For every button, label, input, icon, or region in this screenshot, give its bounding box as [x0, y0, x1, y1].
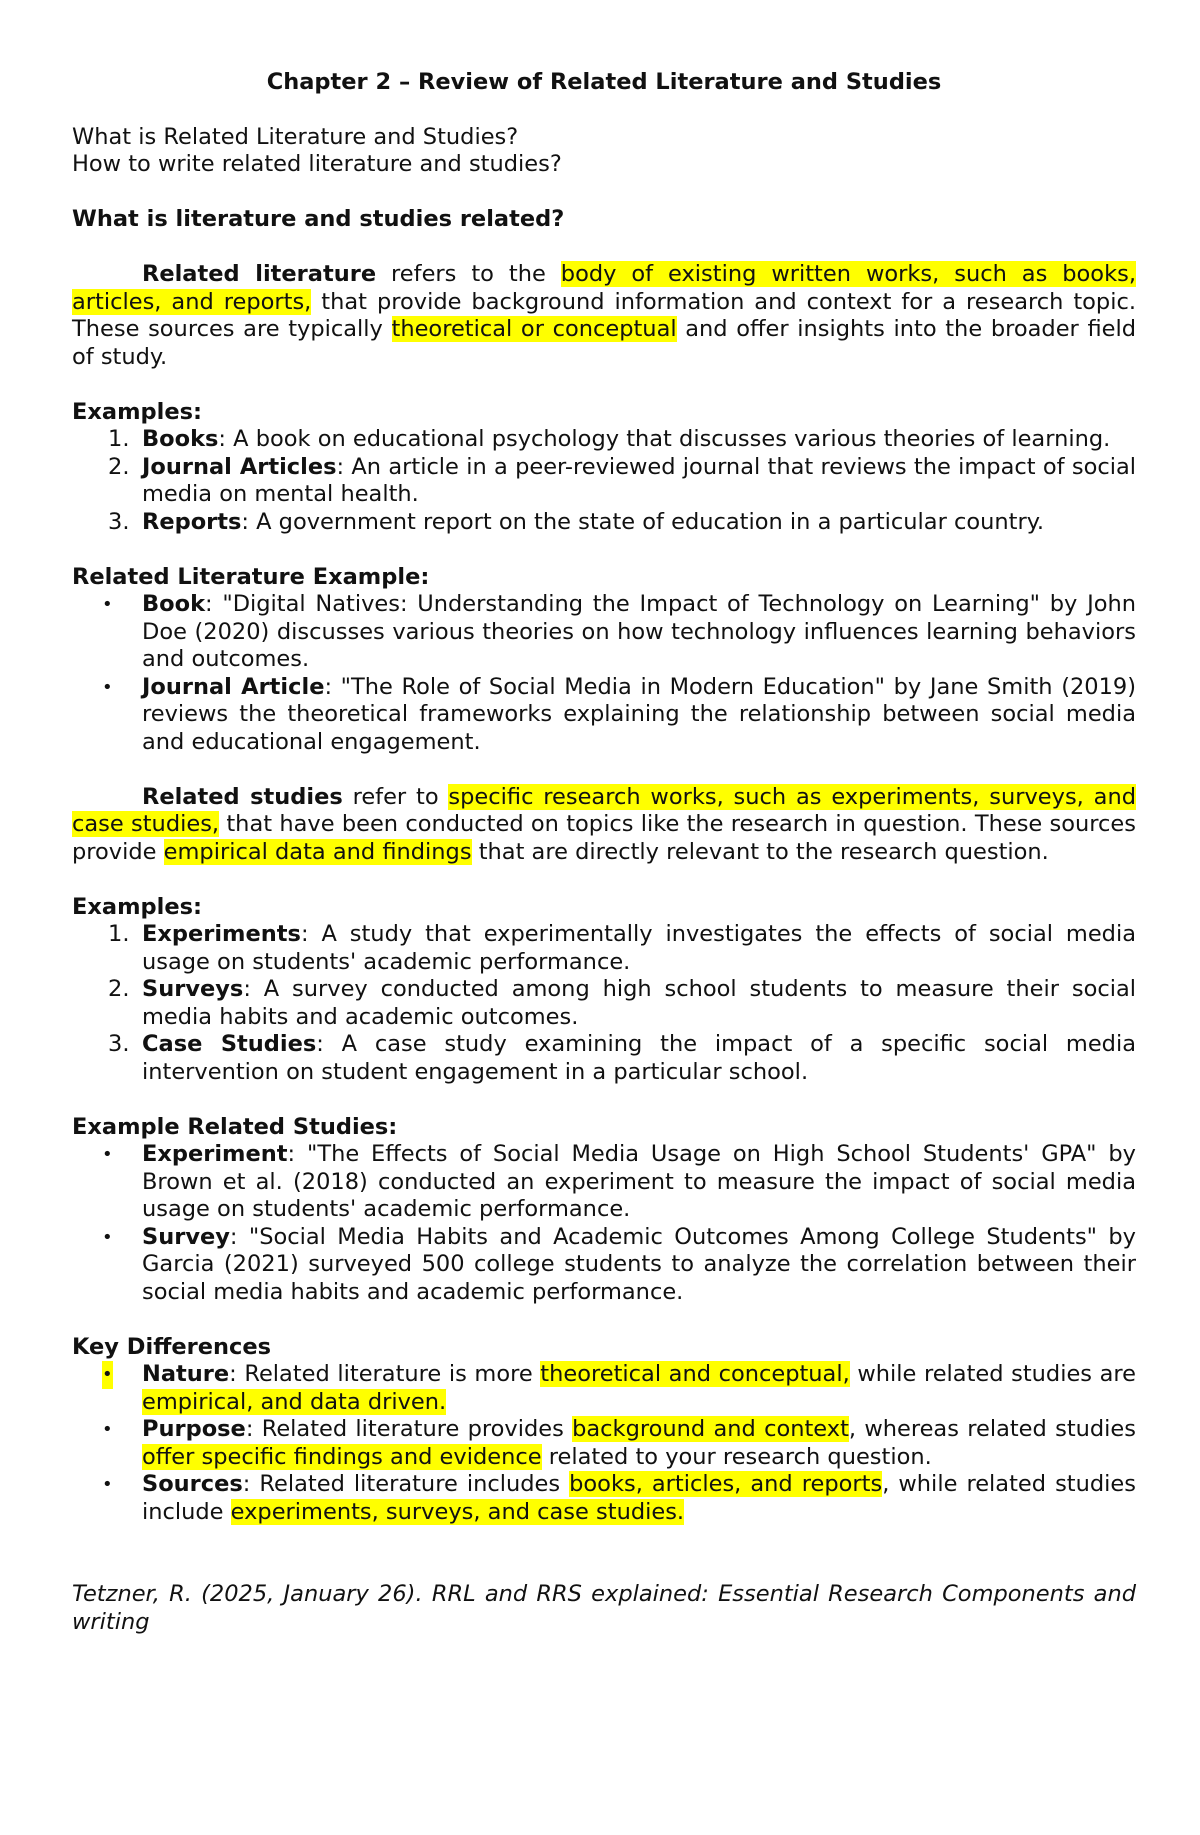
question-1: What is Related Literature and Studies?	[72, 123, 519, 150]
list-item: 1. Books: A book on educational psychology that discusses various theories of learning.	[108, 426, 1111, 452]
rs-example-list	[72, 1141, 1136, 1306]
key-differences-list	[72, 1361, 1136, 1526]
highlight: empirical data and findings	[163, 838, 472, 865]
citation: Tetzner, R. (2025, January 26). RRL and RRS explained: Essential Research Components and writing	[72, 1581, 1136, 1635]
highlight: offer specific findings and evidence	[142, 1443, 542, 1470]
rs-example-heading: Example Related Studies:	[72, 1113, 398, 1140]
related-studies-definition: Related studies refer to specific research works, such as experiments, surveys, and case studies, that have been conducted on topics like the research in question. These sources provide empirical data and findings that are directly relevant to the research question.	[72, 783, 1136, 865]
highlight: experiments, surveys, and case studies.	[230, 1498, 685, 1525]
rl-example-heading: Related Literature Example:	[72, 563, 430, 590]
highlight: specific research works, such as experiments, surveys, and case studies,	[72, 783, 1136, 837]
list-item: • Survey: "Social Media Habits and Academic Outcomes Among College Students" by Garcia (2021) surveyed 500 college students to analyze the correlation between their social media habits and academic performance.	[102, 1223, 1136, 1305]
highlight: books, articles, and reports	[569, 1471, 883, 1497]
section-heading-what: What is literature and studies related?	[72, 206, 565, 232]
related-literature-definition: Related literature refers to the body of existing written works, such as books, articles, and reports, that provide background information and context for a research topic. These sources are typically theoretical or conceptual and offer insights into the broader field of study.	[72, 261, 1136, 370]
list-item: • Experiment: "The Effects of Social Media Usage on High School Students' GPA" by Brown et al. (2018) conducted an experiment to measure the impact of social media usage on students' academic performance.	[102, 1141, 1136, 1222]
page-title: Chapter 2 – Review of Related Literature and Studies	[266, 69, 942, 95]
highlight: theoretical or conceptual	[391, 316, 677, 342]
question-2: How to write related literature and studies?	[72, 151, 562, 177]
highlight: body of existing written works, such as books, articles, and reports,	[72, 261, 1136, 315]
list-item: 1. Experiments: A study that experimentally investigates the effects of social media usage on students' academic performance.	[108, 921, 1136, 975]
document-page	[72, 68, 1136, 1636]
highlight: theoretical and conceptual,	[540, 1361, 850, 1387]
highlight: background and context	[572, 1416, 849, 1442]
list-item-nature: • Nature: Related literature is more theoretical and conceptual, while related studies are empirical, and data driven.	[102, 1361, 1136, 1415]
examples-label: Examples:	[72, 893, 202, 920]
list-item-purpose: • Purpose: Related literature provides background and context, whereas related studies offer specific findings and evidence related to your research question.	[102, 1416, 1136, 1470]
rs-examples-list	[72, 921, 1136, 1086]
list-item: • Journal Article: "The Role of Social Media in Modern Education" by Jane Smith (2019) reviews the theoretical frameworks explaining the relationship between social media and educational engagement.	[102, 673, 1137, 755]
list-item: 2. Journal Articles: An article in a peer-reviewed journal that reviews the impact of social media on mental health.	[108, 453, 1136, 507]
list-item: • Book: "Digital Natives: Understanding the Impact of Technology on Learning" by John Doe (2020) discusses various theories on how technology influences learning behaviors and outcomes.	[102, 591, 1136, 672]
examples-label: Examples:	[72, 398, 202, 425]
list-item: 3. Reports: A government report on the state of education in a particular country.	[108, 508, 1044, 535]
highlight: empirical, and data driven.	[142, 1388, 447, 1415]
list-item: 3. Case Studies: A case study examining the impact of a specific social media intervention on student engagement in a particular school.	[108, 1031, 1136, 1085]
list-item: 2. Surveys: A survey conducted among high school students to measure their social media habits and academic outcomes.	[108, 976, 1136, 1030]
key-differences-heading: Key Differences	[72, 1333, 272, 1360]
list-item-sources: • Sources: Related literature includes books, articles, and reports, while related studies include experiments, surveys, and case studies.	[102, 1471, 1136, 1525]
rl-examples-list	[72, 426, 1136, 536]
rl-example-list	[72, 591, 1136, 756]
